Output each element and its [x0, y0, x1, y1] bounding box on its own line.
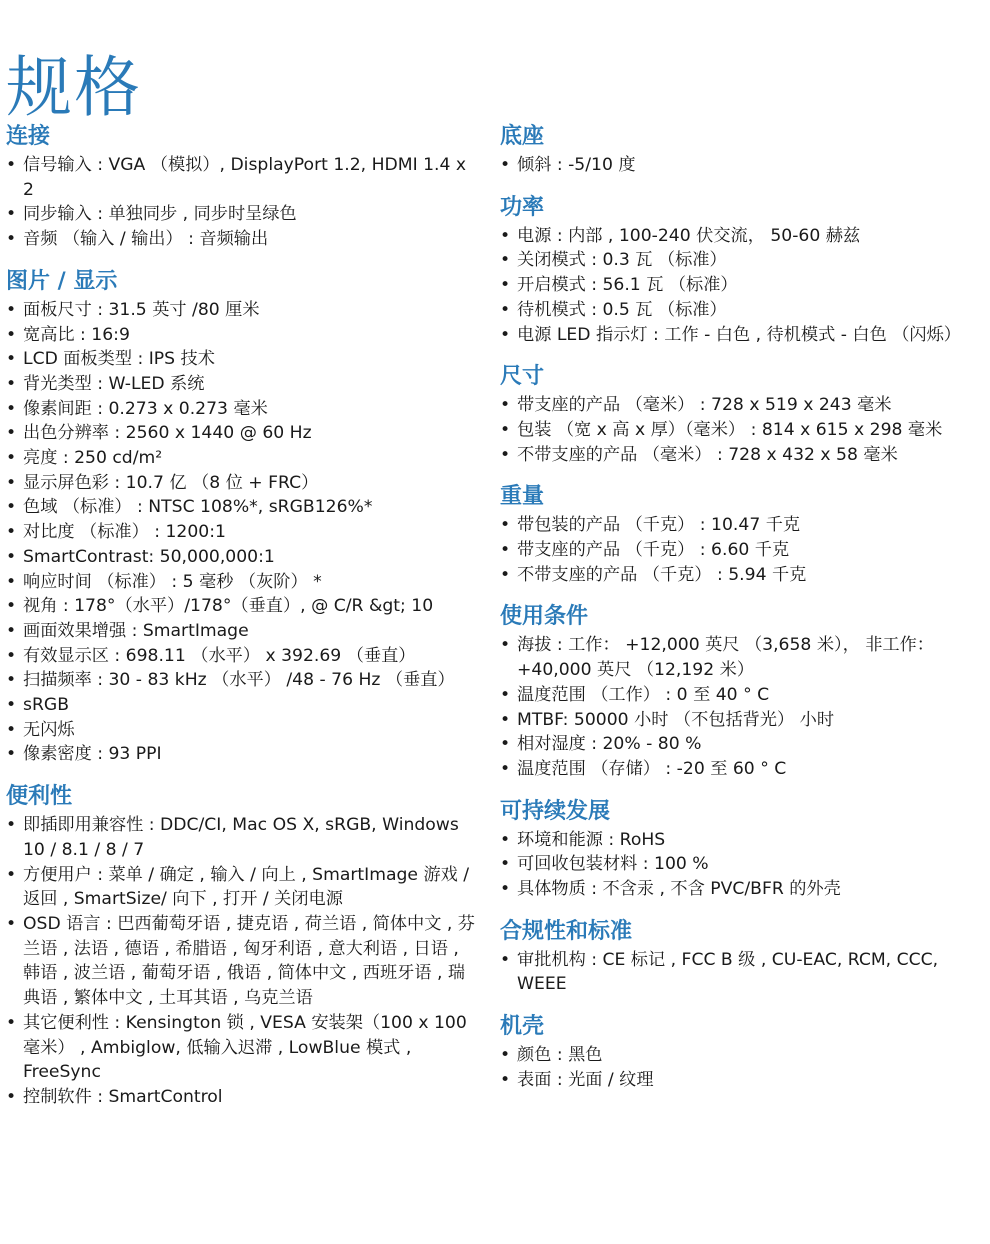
section-dimensions: [500, 362, 976, 467]
spec-item: • 视角 : 178°（水平）/178°（垂直）, @ C/R &gt; 10: [6, 594, 480, 619]
right-column: [500, 122, 976, 1108]
section-heading: 重量: [500, 484, 545, 510]
spec-list: [6, 298, 480, 767]
spec-item: • 同步输入 : 单独同步 , 同步时呈绿色: [6, 202, 480, 227]
spec-list: [500, 393, 976, 467]
spec-item: • 不带支座的产品 （千克） : 5.94 千克: [500, 563, 976, 588]
section-heading: 可持续发展: [500, 798, 611, 824]
spec-item: • 色域 （标准） : NTSC 108%*, sRGB126%*: [6, 495, 480, 520]
spec-item: • 出色分辨率 : 2560 x 1440 @ 60 Hz: [6, 421, 480, 446]
section-picture-display: [6, 267, 480, 767]
page-title: 规格: [6, 49, 142, 127]
section-heading: 便利性: [6, 784, 73, 810]
section-compliance: [500, 917, 976, 997]
spec-list: [500, 828, 976, 902]
spec-item: • sRGB: [6, 693, 480, 718]
spec-item: • 开启模式 : 56.1 瓦 （标准）: [500, 273, 976, 298]
spec-item: • 温度范围 （存储） : -20 至 60 ° C: [500, 757, 976, 782]
spec-item: • 表面 : 光面 / 纹理: [500, 1068, 976, 1093]
spec-list: [500, 513, 976, 587]
spec-item: • 电源 : 内部 , 100-240 伏交流， 50-60 赫兹: [500, 224, 976, 249]
section-power: [500, 193, 976, 348]
spec-item: • 带支座的产品 （千克） : 6.60 千克: [500, 538, 976, 563]
spec-item: • 无闪烁: [6, 718, 480, 743]
section-heading: 图片 / 显示: [6, 268, 118, 294]
spec-item: • 显示屏色彩 : 10.7 亿 （8 位 + FRC）: [6, 471, 480, 496]
section-cabinet: [500, 1012, 976, 1092]
spec-item: • 环境和能源 : RoHS: [500, 828, 976, 853]
spec-item: • 不带支座的产品 （毫米） : 728 x 432 x 58 毫米: [500, 443, 976, 468]
spec-item: • 即插即用兼容性 : DDC/CI, Mac OS X, sRGB, Windows 10 / 8.1 / 8 / 7: [6, 813, 480, 862]
section-heading: 底座: [500, 124, 545, 149]
spec-item: • 像素密度 : 93 PPI: [6, 742, 480, 767]
left-column: [6, 122, 480, 1125]
section-connectivity: [6, 122, 480, 252]
spec-item: • 背光类型 : W-LED 系统: [6, 372, 480, 397]
spec-item: • 方便用户 : 菜单 / 确定 , 输入 / 向上 , SmartImage 游戏 / 返回 , SmartSize/ 向下 , 打开 / 关闭电源: [6, 863, 480, 912]
spec-item: • OSD 语言 : 巴西葡萄牙语 , 捷克语 , 荷兰语 , 简体中文 , 芬兰语 , 法语 , 德语 , 希腊语 , 匈牙利语 , 意大利语 , 日语 , 韩语 , 波兰语 , 葡萄牙语 , 俄语 , 简体中文 , 西班牙语 , 瑞典语 , 繁体中文 , 土耳其语 , 乌克兰语: [6, 912, 480, 1011]
spec-item: • 对比度 （标准） : 1200:1: [6, 520, 480, 545]
spec-item: • 像素间距 : 0.273 x 0.273 毫米: [6, 397, 480, 422]
section-stand: [500, 122, 976, 178]
spec-item: • 温度范围 （工作） : 0 至 40 ° C: [500, 683, 976, 708]
spec-item: • 亮度 : 250 cd/m²: [6, 446, 480, 471]
section-weight: [500, 482, 976, 587]
spec-list: [500, 224, 976, 348]
spec-list: [500, 948, 976, 997]
spec-item: • 响应时间 （标准） : 5 毫秒 （灰阶） *: [6, 570, 480, 595]
spec-list: [6, 813, 480, 1109]
spec-item: • 扫描频率 : 30 - 83 kHz （水平） /48 - 76 Hz （垂直）: [6, 668, 480, 693]
spec-item: • 审批机构 : CE 标记 , FCC B 级 , CU-EAC, RCM, CCC, WEEE: [500, 948, 976, 997]
spec-item: • 颜色 : 黑色: [500, 1043, 976, 1068]
spec-item: • 海拔 : 工作： +12,000 英尺 （3,658 米）， 非工作： +40,000 英尺 （12,192 米）: [500, 633, 976, 682]
spec-item: • 包装 （宽 x 高 x 厚）（毫米） : 814 x 615 x 298 毫米: [500, 418, 976, 443]
spec-item: • 画面效果增强 : SmartImage: [6, 619, 480, 644]
section-heading: 使用条件: [500, 604, 589, 630]
spec-item: • SmartContrast: 50,000,000:1: [6, 545, 480, 570]
spec-list: [500, 633, 976, 781]
spec-item: • 关闭模式 : 0.3 瓦 （标准）: [500, 248, 976, 273]
section-heading: 合规性和标准: [500, 918, 633, 944]
spec-item: • 面板尺寸 : 31.5 英寸 /80 厘米: [6, 298, 480, 323]
spec-item: • 信号输入 : VGA （模拟）, DisplayPort 1.2, HDMI 1.4 x 2: [6, 153, 480, 202]
section-heading: 机壳: [500, 1014, 545, 1040]
spec-item: • LCD 面板类型 : IPS 技术: [6, 347, 480, 372]
spec-item: • 具体物质 : 不含汞 , 不含 PVC/BFR 的外壳: [500, 877, 976, 902]
spec-list: [6, 153, 480, 252]
spec-item: • 相对湿度 : 20% - 80 %: [500, 732, 976, 757]
spec-item: • 宽高比 : 16:9: [6, 323, 480, 348]
spec-item: • 带支座的产品 （毫米） : 728 x 519 x 243 毫米: [500, 393, 976, 418]
spec-list: [500, 1043, 976, 1092]
spec-item: • 其它便利性 : Kensington 锁 , VESA 安装架（100 x 100 毫米） , Ambiglow, 低输入迟滞 , LowBlue 模式 , FreeSync: [6, 1011, 480, 1085]
section-heading: 尺寸: [500, 364, 545, 390]
section-heading: 功率: [500, 194, 545, 220]
section-convenience: [6, 782, 480, 1109]
spec-item: • 倾斜 : -5/10 度: [500, 153, 976, 178]
section-heading: 连接: [6, 124, 51, 149]
section-operating-conditions: [500, 602, 976, 781]
spec-item: • 可回收包装材料 : 100 %: [500, 852, 976, 877]
spec-list: [500, 153, 976, 178]
spec-item: • 电源 LED 指示灯 : 工作 - 白色 , 待机模式 - 白色 （闪烁）: [500, 323, 976, 348]
spec-item: • 音频 （输入 / 输出） : 音频输出: [6, 227, 480, 252]
spec-item: • MTBF: 50000 小时 （不包括背光） 小时: [500, 708, 976, 733]
spec-item: • 带包装的产品 （千克） : 10.47 千克: [500, 513, 976, 538]
spec-item: • 控制软件 : SmartControl: [6, 1085, 480, 1110]
spec-item: • 有效显示区 : 698.11 （水平） x 392.69 （垂直）: [6, 644, 480, 669]
spec-item: • 待机模式 : 0.5 瓦 （标准）: [500, 298, 976, 323]
section-sustainability: [500, 797, 976, 902]
